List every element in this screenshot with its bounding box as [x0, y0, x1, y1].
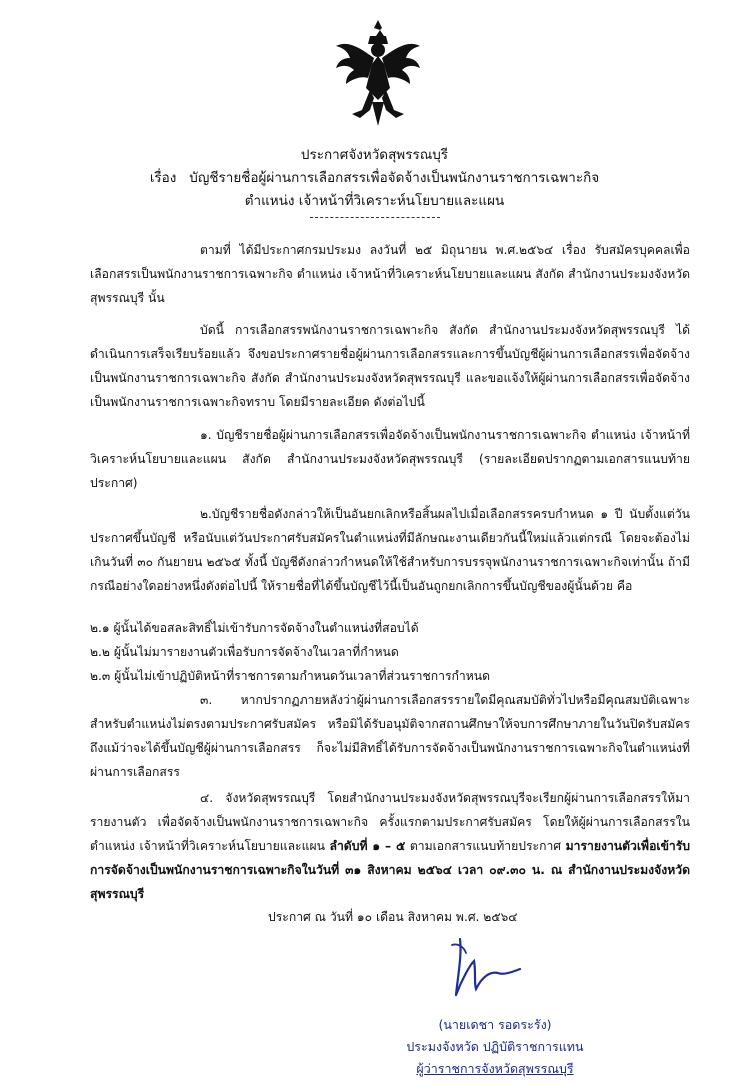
- order-range: ลำดับที่ ๑ – ๕: [329, 839, 406, 853]
- paragraph-item-2: [90, 502, 690, 598]
- paragraph-1: [90, 238, 690, 310]
- sub-item-2-1-text: ๒.๑ ผู้นั้นได้ขอสละสิทธิ์ไม่เข้ารับการจัดจ้างในตำแหน่งที่สอบได้: [90, 621, 419, 635]
- paragraph-item-3: [90, 688, 690, 784]
- signer-title-1: ประมงจังหวัด ปฏิบัติราชการแทน: [406, 1039, 584, 1054]
- paragraph-item-3-text: ๓. หากปรากฏภายหลังว่าผู้ผ่านการเลือกสรรรายใดมีคุณสมบัติทั่วไปหรือมีคุณสมบัติเฉพาะสำหรับตำแหน่งไม่ตรงตามประกาศรับสมัคร หรือมิได้รับอนุมัติจากสถานศึกษาให้จบการศึกษาภายในวันปิดรับสมัคร ถึงแม้ว่าจะได้ขึ้นบัญชีผู้ผ่านการเลือกสรร ก็จะไม่มีสิทธิ์ได้รับการจัดจ้างเป็นพนักงานราชการเฉพาะกิจในตำแหน่งที่ผ่านการเลือกสรร: [90, 693, 690, 779]
- sub-item-2-2: [90, 640, 690, 664]
- subject-line: [0, 168, 749, 188]
- header-divider: [310, 217, 440, 218]
- garuda-emblem-icon: [330, 18, 426, 130]
- paragraph-item-4-text: ๔. จังหวัดสุพรรณบุรี โดยสำนักงานประมงจังหวัดสุพรรณบุรีจะเรียกผู้ผ่านการเลือกสรรให้มารายงานตัว เพื่อจัดจ้างเป็นพนักงานราชการเฉพาะกิจ ครั้งแรกตามประกาศรับสมัคร โดยให้ผู้ผ่านการเลือกสรรในตำแหน่ง เจ้าหน้าที่วิเคราะห์นโยบายและแผน: [90, 791, 690, 853]
- subject-label: เรื่อง: [149, 170, 177, 186]
- sub-item-2-2-text: ๒.๒ ผู้นั้นไม่มารายงานตัวเพื่อรับการจัดจ้างในเวลาที่กำหนด: [90, 645, 399, 659]
- paragraph-item-4: [90, 786, 690, 906]
- report-date-location: มารายงานตัวเพื่อเข้ารับการจัดจ้างเป็นพนักงานราชการเฉพาะกิจในวันที่ ๓๑ สิงหาคม ๒๕๖๔ เวลา ๐๙.๓๐ น. ณ สำนักงานประมงจังหวัดสุพรรณบุรี: [90, 839, 691, 901]
- handwritten-signature: [440, 935, 530, 1007]
- paragraph-1-text: ตามที่ ได้มีประกาศกรมประมง ลงวันที่ ๒๕ มิถุนายน พ.ศ.๒๕๖๔ เรื่อง รับสมัครบุคคลเพื่อเลือกสรรเป็นพนักงานราชการเฉพาะกิจ ตำแหน่ง เจ้าหน้าที่วิเคราะห์นโยบายและแผน สังกัด สำนักงานประมงจังหวัดสุพรรณบุรี นั้น: [90, 243, 690, 305]
- paragraph-item-1: [90, 423, 690, 495]
- paragraph-2: [90, 318, 690, 414]
- signer-title-2: ผู้ว่าราชการจังหวัดสุพรรณบุรี: [416, 1061, 574, 1076]
- subject-text: บัญชีรายชื่อผู้ผ่านการเลือกสรรเพื่อจัดจ้างเป็นพนักงานราชการเฉพาะกิจ: [189, 170, 600, 186]
- announcement-date: ประกาศ ณ วันที่ ๑๐ เดือน สิงหาคม พ.ศ. ๒๕๖๔: [268, 910, 518, 924]
- sub-item-2-3-text: ๒.๓ ผู้นั้นไม่เข้าปฏิบัติหน้าที่ราชการตามกำหนดวันเวลาที่ส่วนราชการกำหนด: [90, 669, 491, 683]
- attachment-note: ตามเอกสารแนบท้ายประกาศ: [409, 839, 562, 853]
- paragraph-item-2-text: ๒.บัญชีรายชื่อดังกล่าวให้เป็นอันยกเลิกหรือสิ้นผลไปเมื่อเลือกสรรครบกำหนด ๑ ปี นับตั้งแต่วันประกาศขึ้นบัญชี หรือนับแต่วันประกาศรับสมัครในตำแหน่งที่มีลักษณะงานเดียวกันนี้ใหม่แล้วแต่กรณี โดยจะต้องไม่เกินวันที่ ๓๐ กันยายน ๒๕๖๕ ทั้งนี้ บัญชีดังกล่าวกำหนดให้ใช้สำหรับการบรรจุพนักงานราชการเฉพาะกิจเท่านั้น ถ้ามีกรณีอย่างใดอย่างหนึ่งดังต่อไปนี้ ให้รายชื่อที่ได้ขึ้นบัญชีไว้นี้เป็นอันถูกยกเลิกการขึ้นบัญชีของผู้นั้นด้วย คือ: [90, 507, 690, 593]
- paragraph-item-1-text: ๑. บัญชีรายชื่อผู้ผ่านการเลือกสรรเพื่อจัดจ้างเป็นพนักงานราชการเฉพาะกิจ ตำแหน่ง เจ้าหน้าที่วิเคราะห์นโยบายและแผน สังกัด สำนักงานประมงจังหวัดสุพรรณบุรี (รายละเอียดปรากฏตามเอกสารแนบท้ายประกาศ): [90, 428, 690, 490]
- paragraph-2-text: บัดนี้ การเลือกสรรพนักงานราชการเฉพาะกิจ สังกัด สำนักงานประมงจังหวัดสุพรรณบุรี ได้ดำเนินการเสร็จเรียบร้อยแล้ว จึงขอประกาศรายชื่อผู้ผ่านการเลือกสรรและการขึ้นบัญชีผู้ผ่านการเลือกสรรเพื่อจัดจ้างเป็นพนักงานราชการเฉพาะกิจ สังกัด สำนักงานประมงจังหวัดสุพรรณบุรี และขอแจ้งให้ผู้ผ่านการเลือกสรรเพื่อจัดจ้างเป็นพนักงานราชการเฉพาะกิจทราบ โดยมีรายละเอียด ดังต่อไปนี้: [90, 323, 690, 409]
- position-line: ตำแหน่ง เจ้าหน้าที่วิเคราะห์นโยบายและแผน: [244, 193, 505, 209]
- sub-item-2-1: [90, 616, 690, 640]
- sub-item-2-3: [90, 664, 690, 688]
- issuer-heading: ประกาศจังหวัดสุพรรณบุรี: [300, 147, 449, 163]
- signer-name: (นายเดชา รอดระรัง): [438, 1017, 552, 1032]
